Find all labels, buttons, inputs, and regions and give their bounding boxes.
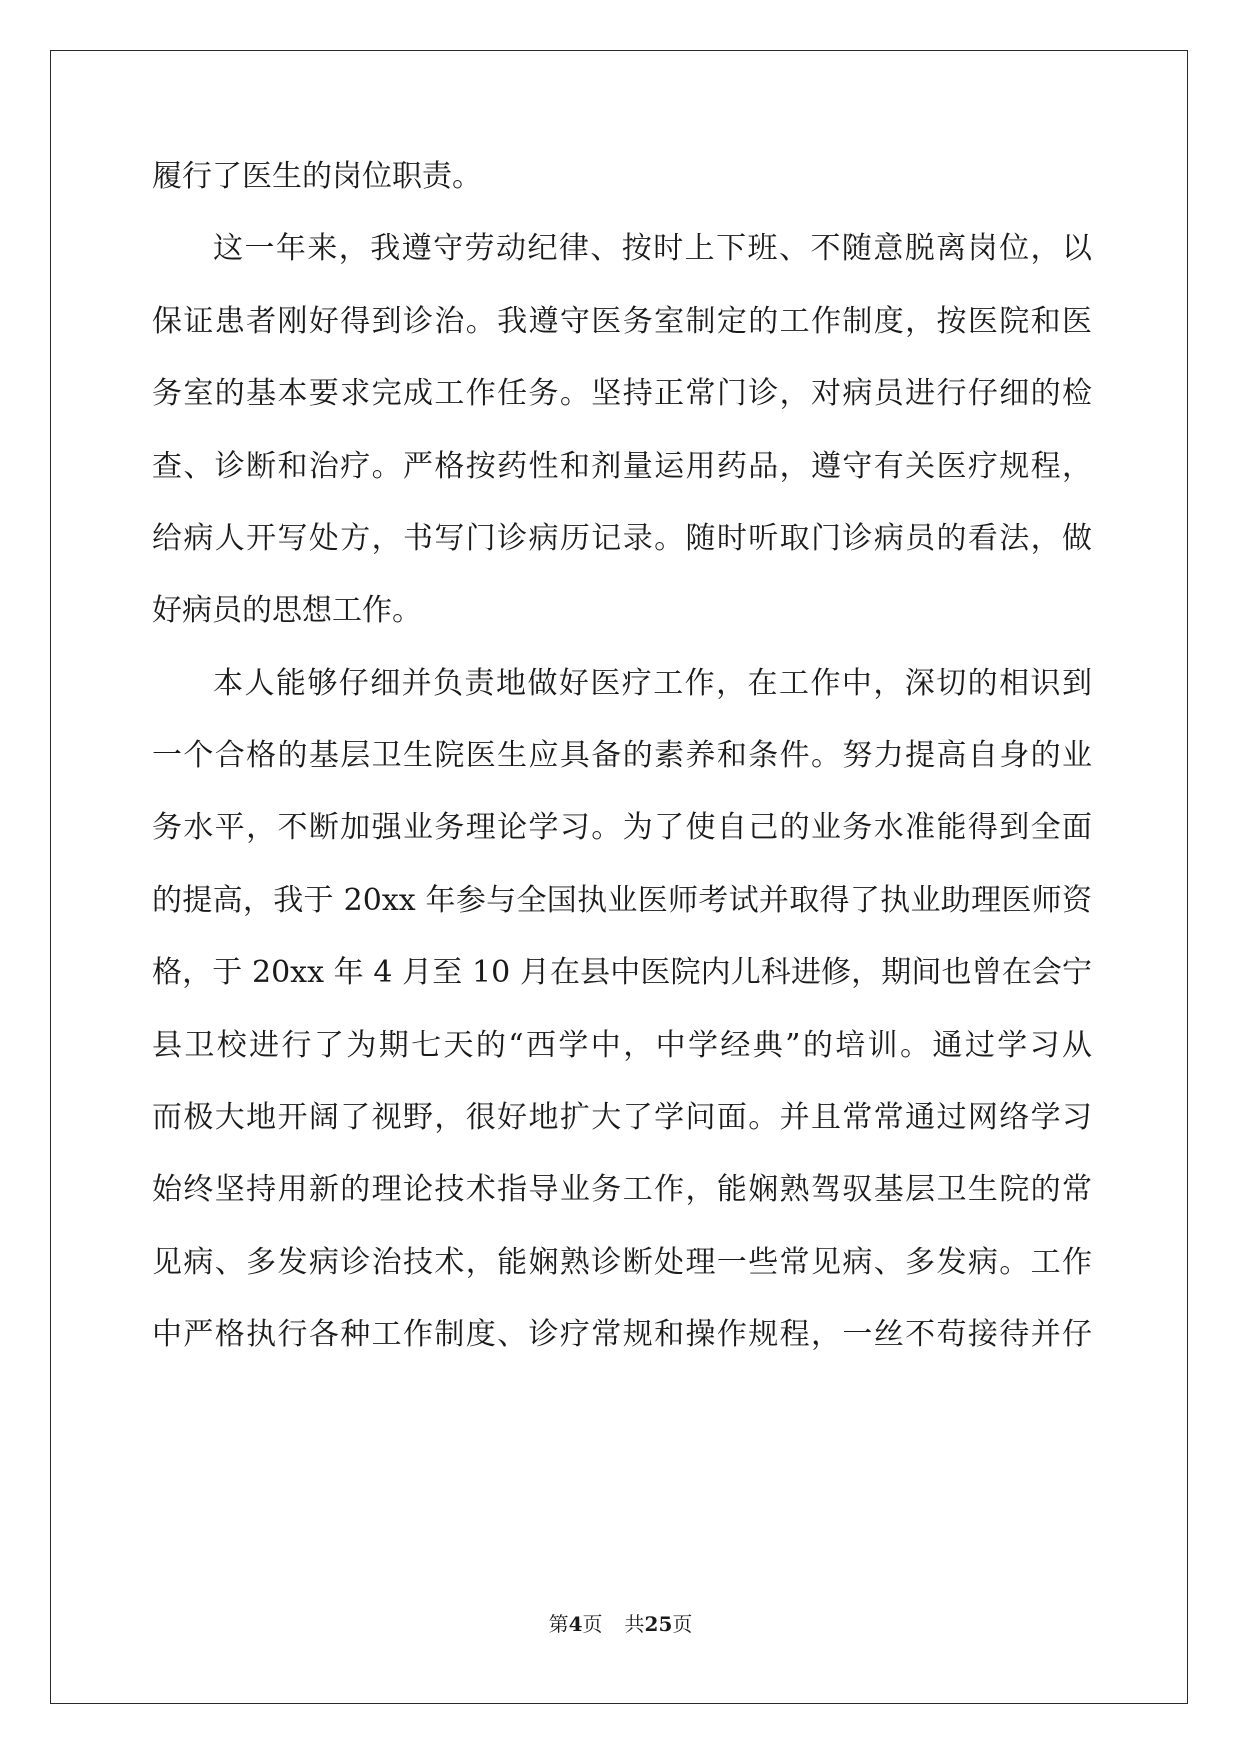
footer-total-suffix: 页 xyxy=(672,1612,693,1636)
page-footer xyxy=(0,1609,1241,1639)
text-line: 给病人开写处方，书写门诊病历记录。随时听取门诊病员的看法，做 xyxy=(152,521,1092,556)
text-line: 查、诊断和治疗。严格按药性和剂量运用药品，遵守有关医疗规程， xyxy=(152,449,1092,484)
text-line: 县卫校进行了为期七天的“西学中，中学经典”的培训。通过学习从 xyxy=(152,1028,1092,1063)
footer-total-prefix: 共 xyxy=(624,1612,645,1636)
text-line: 始终坚持用新的理论技术指导业务工作，能娴熟驾驭基层卫生院的常 xyxy=(152,1172,1092,1207)
text-line: 履行了医生的岗位职责。 xyxy=(152,159,482,194)
text-line: 务室的基本要求完成工作任务。坚持正常门诊，对病员进行仔细的检 xyxy=(152,376,1092,411)
text-line: 格，于 20xx 年 4 月至 10 月在县中医院内儿科进修，期间也曾在会宁 xyxy=(152,955,1092,990)
footer-page-prefix: 第 xyxy=(548,1612,569,1636)
text-line: 好病员的思想工作。 xyxy=(152,593,422,628)
text-line: 务水平，不断加强业务理论学习。为了使自己的业务水准能得到全面 xyxy=(152,810,1092,845)
footer-page-number: 4 xyxy=(568,1612,583,1636)
text-line: 保证患者刚好得到诊治。我遵守医务室制定的工作制度，按医院和医 xyxy=(152,304,1092,339)
text-line: 本人能够仔细并负责地做好医疗工作，在工作中，深切的相识到 xyxy=(213,666,1092,701)
footer-page-suffix: 页 xyxy=(582,1612,603,1636)
text-line: 这一年来，我遵守劳动纪律、按时上下班、不随意脱离岗位，以 xyxy=(213,231,1092,266)
text-line: 一个合格的基层卫生院医生应具备的素养和条件。努力提高自身的业 xyxy=(152,738,1092,773)
text-line: 的提高，我于 20xx 年参与全国执业医师考试并取得了执业助理医师资 xyxy=(152,883,1092,918)
text-line: 中严格执行各种工作制度、诊疗常规和操作规程，一丝不苟接待并仔 xyxy=(152,1317,1092,1352)
page-border xyxy=(50,50,1188,1704)
text-line: 见病、多发病诊治技术，能娴熟诊断处理一些常见病、多发病。工作 xyxy=(152,1245,1092,1280)
text-line: 而极大地开阔了视野，很好地扩大了学问面。并且常常通过网络学习 xyxy=(152,1100,1092,1135)
footer-total-pages: 25 xyxy=(644,1612,673,1636)
